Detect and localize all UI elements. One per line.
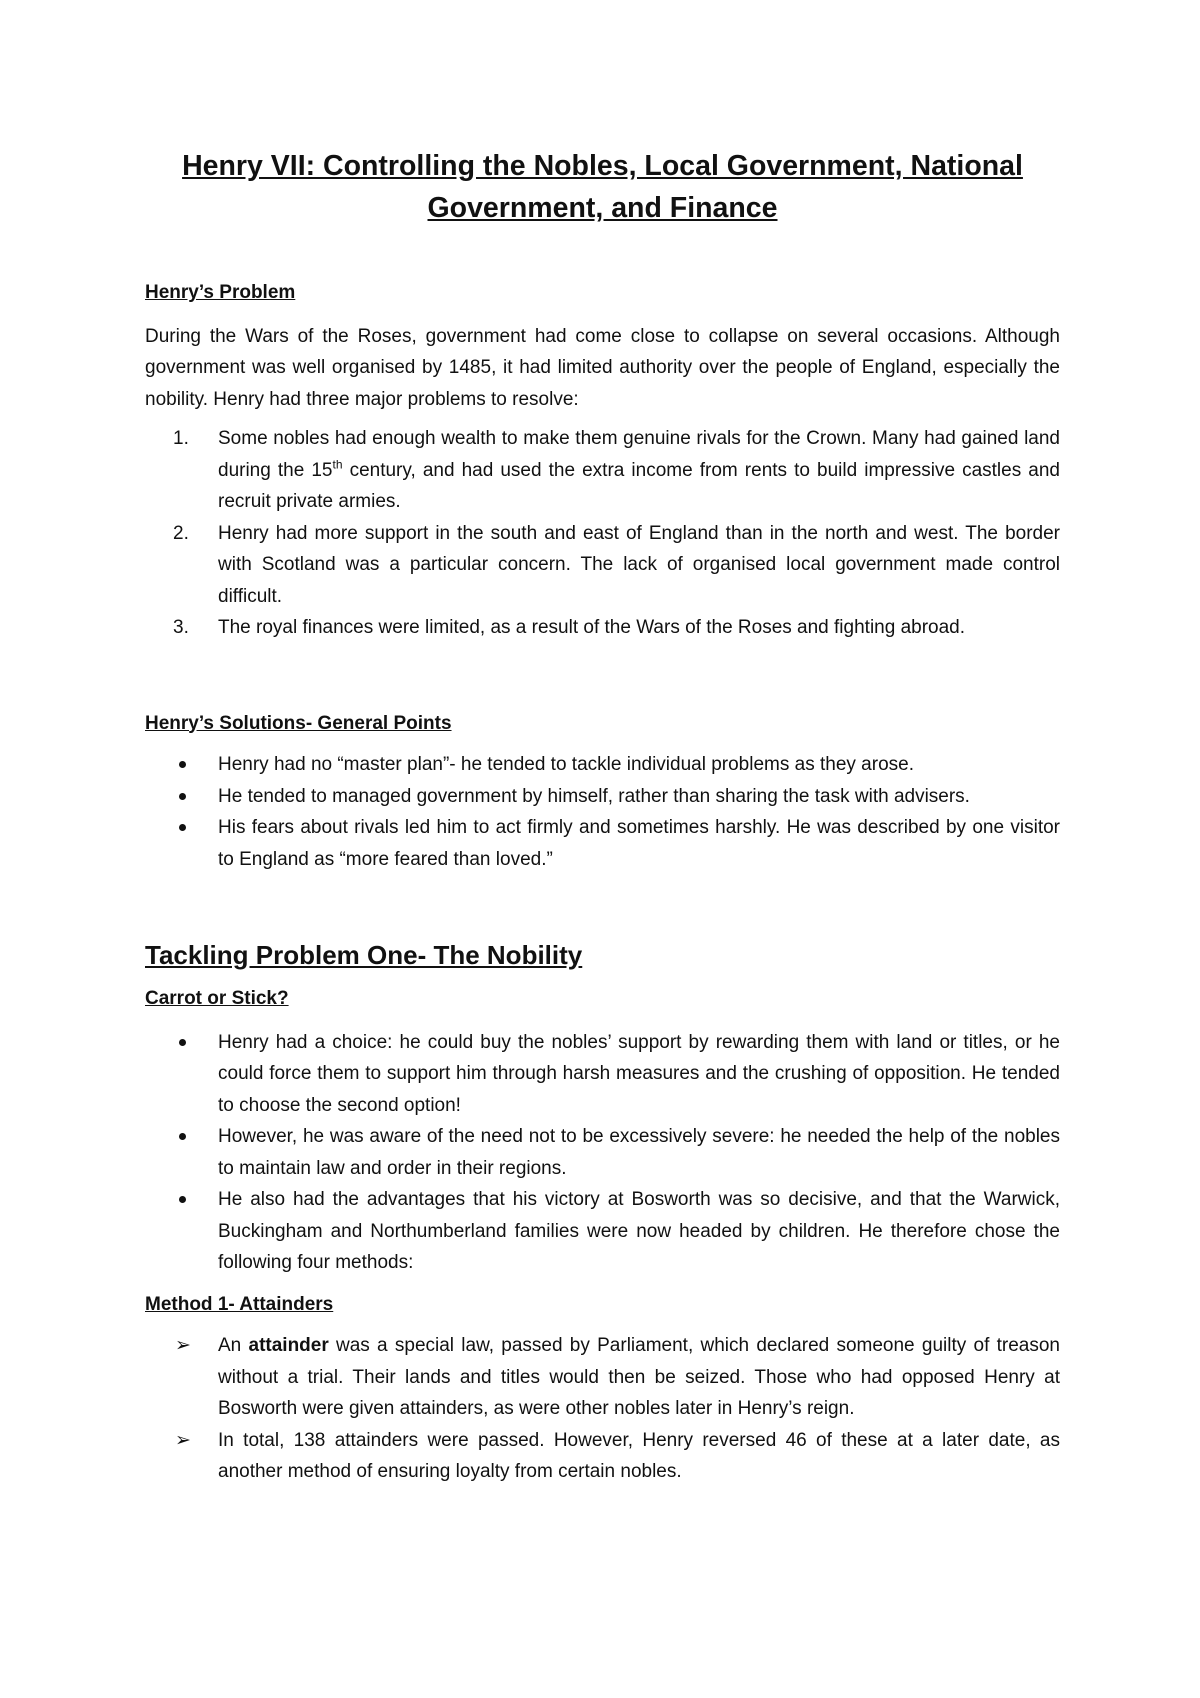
list-item-text: Henry had more support in the south and east of England than in the north and west. The border with Scotland was a particular concern. The lack of organised local government made control difficult. — [218, 522, 1060, 607]
list-item-text: Some nobles had enough wealth to make them genuine rivals for the Crown. Many had gained land during the 15th century, and had used the extra income from rents to build impressive castles and recruit private armies. — [218, 428, 1060, 512]
title-line-2: Government, and Finance — [427, 192, 778, 224]
heading-general-points: Henry’s Solutions- General Points — [145, 712, 452, 734]
bullet-icon — [179, 761, 186, 768]
bullet-icon — [179, 1196, 186, 1203]
list-item — [145, 812, 1060, 875]
list-item-text: He also had the advantages that his victory at Bosworth was so decisive, and that the Warwick, Buckingham and Northumberland families were now headed by children. He therefore chose the following four methods: — [218, 1189, 1060, 1273]
list-number: 3. — [173, 617, 189, 638]
list-item — [145, 518, 1060, 613]
list-item-text: In total, 138 attainders were passed. However, Henry reversed 46 of these at a later date, as another method of ensuring loyalty from certain nobles. — [218, 1429, 1060, 1482]
heading-method-1: Method 1- Attainders — [145, 1293, 334, 1315]
arrow-bullet-icon: ➢ — [175, 1429, 191, 1451]
list-item — [145, 1330, 1060, 1425]
bullet-icon — [179, 793, 186, 800]
bullet-icon — [179, 824, 186, 831]
list-item-text: An attainder was a special law, passed by Parliament, which declared someone guilty of treason without a trial. Their lands and titles would then be seized. Those who had opposed Henry at Bosworth were given attainders, as were other nobles later in Henry’s reign. — [218, 1335, 1060, 1419]
list-number: 2. — [173, 522, 189, 544]
list-item — [145, 1425, 1060, 1488]
list-item-text: Henry had a choice: he could buy the nobles’ support by rewarding them with land or titles, or he could force them to support him through harsh measures and the crushing of opposition. He tended to choose the second option! — [218, 1031, 1060, 1116]
problem-intro-paragraph: During the Wars of the Roses, government had come close to collapse on several occasions. Although government was well organised by 1485, it had limited authority over the people of England, especially the nobility. Henry had three major problems to resolve: — [145, 325, 1060, 410]
document-body — [145, 145, 1060, 1488]
general-points-list — [145, 749, 1060, 875]
bullet-icon — [179, 1133, 186, 1140]
document-title — [145, 145, 1060, 229]
subheading-carrot-or-stick: Carrot or Stick? — [145, 988, 289, 1009]
arrow-bullet-icon: ➢ — [175, 1335, 191, 1356]
list-item-text: However, he was aware of the need not to be excessively severe: he needed the help of the nobles to maintain law and order in their regions. — [218, 1126, 1060, 1179]
list-item-text: Henry had no “master plan”- he tended to tackle individual problems as they arose. — [218, 754, 914, 775]
carrot-stick-list — [145, 1027, 1060, 1279]
heading-henrys-problem: Henry’s Problem — [145, 282, 296, 303]
list-item — [145, 1184, 1060, 1279]
list-item — [145, 1027, 1060, 1122]
problems-list — [145, 423, 1060, 644]
attainders-list — [145, 1330, 1060, 1488]
title-line-1: Henry VII: Controlling the Nobles, Local Government, National — [182, 150, 1023, 182]
list-item-text: He tended to managed government by himself, rather than sharing the task with advisers. — [218, 785, 970, 807]
list-item — [145, 781, 1060, 813]
list-item — [145, 749, 1060, 781]
bullet-icon — [179, 1039, 186, 1046]
superscript: th — [332, 457, 343, 472]
list-number: 1. — [173, 428, 189, 449]
heading-problem-one: Tackling Problem One- The Nobility — [145, 940, 583, 970]
list-item-text: The royal finances were limited, as a result of the Wars of the Roses and fighting abroad. — [218, 617, 966, 638]
bold-term: attainder — [248, 1335, 329, 1356]
list-item — [145, 423, 1060, 518]
list-item-text: His fears about rivals led him to act firmly and sometimes harshly. He was described by one visitor to England as “more feared than loved.” — [218, 817, 1060, 870]
list-item — [145, 1121, 1060, 1184]
list-item — [145, 612, 1060, 644]
